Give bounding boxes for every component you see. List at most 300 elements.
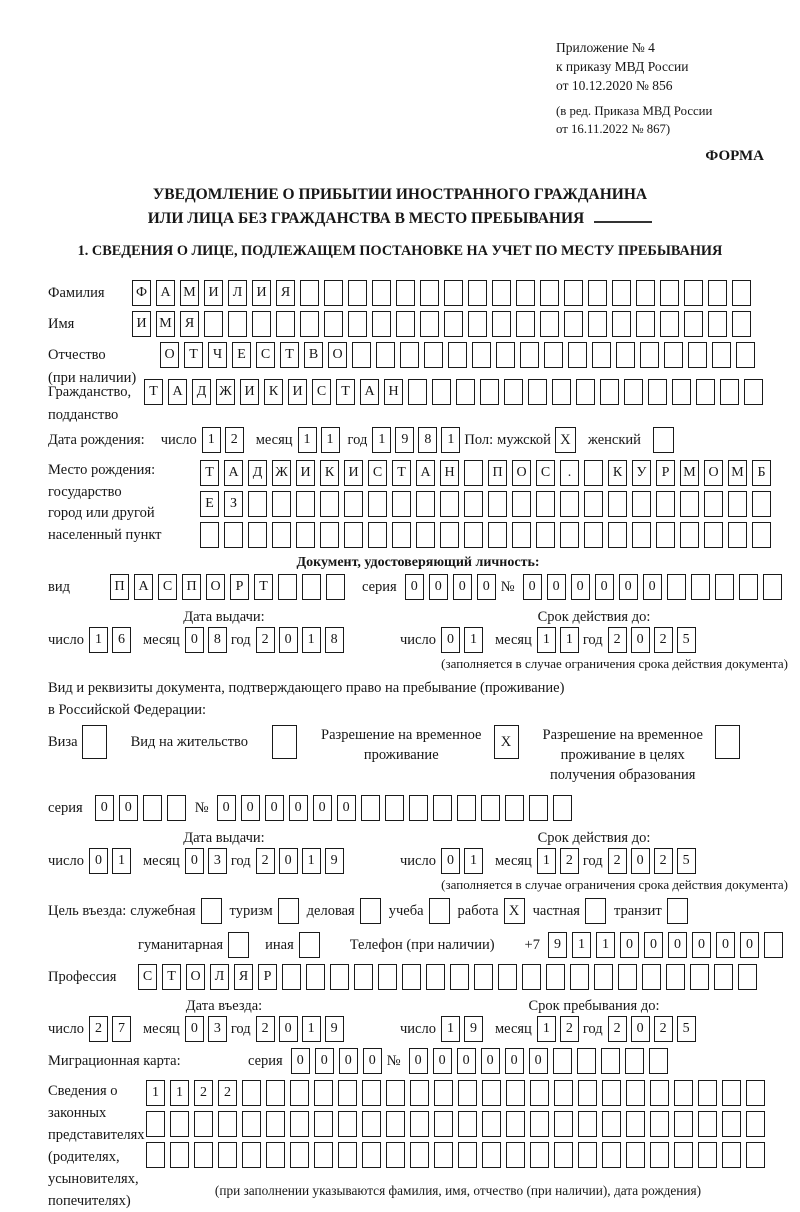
char-box bbox=[560, 491, 579, 517]
char-box bbox=[530, 1111, 549, 1137]
char-box bbox=[624, 379, 643, 405]
char-box: С bbox=[368, 460, 387, 486]
char-box: 0 bbox=[409, 1048, 428, 1074]
char-box bbox=[506, 1111, 525, 1137]
char-box bbox=[722, 1080, 741, 1106]
char-box: И bbox=[132, 311, 151, 337]
char-box: 9 bbox=[325, 1016, 344, 1042]
char-box bbox=[688, 342, 707, 368]
char-box bbox=[396, 280, 415, 306]
phone-label: Телефон (при наличии) bbox=[349, 937, 495, 953]
char-box bbox=[482, 1080, 501, 1106]
char-box bbox=[763, 574, 782, 600]
char-box: А bbox=[168, 379, 187, 405]
char-box: 1 bbox=[89, 627, 108, 653]
char-box: 2 bbox=[608, 1016, 627, 1042]
char-box bbox=[362, 1142, 381, 1168]
char-box bbox=[746, 1111, 765, 1137]
char-box: 2 bbox=[654, 1016, 673, 1042]
char-box bbox=[528, 379, 547, 405]
residence-issue-day: число 0 1 bbox=[48, 848, 135, 874]
char-box: 1 bbox=[537, 848, 556, 874]
char-box: 0 bbox=[481, 1048, 500, 1074]
char-box bbox=[690, 964, 709, 990]
char-box: З bbox=[224, 491, 243, 517]
temp-residence-checkbox: X bbox=[494, 725, 519, 759]
char-box bbox=[660, 311, 679, 337]
char-box: 0 bbox=[433, 1048, 452, 1074]
char-box: Т bbox=[200, 460, 219, 486]
char-box bbox=[314, 1142, 333, 1168]
form-label: ФОРМА bbox=[705, 148, 764, 164]
char-box: Я bbox=[180, 311, 199, 337]
char-box: А bbox=[360, 379, 379, 405]
residence-seriya-label: серия bbox=[48, 800, 83, 816]
char-box: 9 bbox=[548, 932, 567, 958]
char-box: 6 bbox=[112, 627, 131, 653]
char-box bbox=[276, 311, 295, 337]
char-box bbox=[588, 311, 607, 337]
char-box: 2 bbox=[256, 848, 275, 874]
char-box bbox=[464, 522, 483, 548]
char-box: 0 bbox=[241, 795, 260, 821]
char-box bbox=[290, 1080, 309, 1106]
char-box bbox=[698, 1111, 717, 1137]
char-box bbox=[648, 379, 667, 405]
char-box bbox=[416, 491, 435, 517]
char-box bbox=[584, 522, 603, 548]
id-issue-year: год 2 0 1 8 bbox=[231, 627, 348, 653]
char-box bbox=[554, 1142, 573, 1168]
char-box bbox=[146, 1142, 165, 1168]
sex-label: Пол: bbox=[464, 432, 494, 448]
residence-issue-year: год 2 0 1 9 bbox=[231, 848, 348, 874]
firstname-label: Имя bbox=[48, 316, 75, 332]
char-box: Д bbox=[248, 460, 267, 486]
char-box: 0 bbox=[620, 932, 639, 958]
char-box bbox=[506, 1142, 525, 1168]
purpose-private: частная bbox=[533, 898, 606, 924]
char-box bbox=[433, 795, 452, 821]
migration-number-boxes bbox=[409, 1048, 673, 1074]
appendix-line: Приложение № 4 bbox=[556, 40, 655, 55]
char-box bbox=[352, 342, 371, 368]
residence-permit-checkbox bbox=[272, 725, 297, 759]
char-box bbox=[296, 522, 315, 548]
id-doc-number-boxes bbox=[523, 574, 787, 600]
residence-expiry-header: Срок действия до: bbox=[537, 830, 651, 846]
option-temp-residence-edu: Разрешение на временное проживание в целях получения образования bbox=[543, 725, 740, 785]
purpose-business: деловая bbox=[307, 898, 381, 924]
char-box bbox=[553, 1048, 572, 1074]
char-box bbox=[368, 491, 387, 517]
char-box bbox=[504, 379, 523, 405]
char-box: 0 bbox=[571, 574, 590, 600]
char-box bbox=[456, 379, 475, 405]
sex-female-label: женский bbox=[587, 432, 641, 448]
char-box: Е bbox=[200, 491, 219, 517]
char-box: 0 bbox=[716, 932, 735, 958]
char-box: 1 bbox=[112, 848, 131, 874]
char-box bbox=[378, 964, 397, 990]
representatives-boxes bbox=[146, 1080, 770, 1200]
char-box: 2 bbox=[89, 1016, 108, 1042]
char-box: 0 bbox=[289, 795, 308, 821]
char-box: 0 bbox=[405, 574, 424, 600]
char-box bbox=[372, 280, 391, 306]
char-box bbox=[698, 1142, 717, 1168]
char-box bbox=[746, 1080, 765, 1106]
char-box: И bbox=[296, 460, 315, 486]
char-box bbox=[272, 491, 291, 517]
char-box bbox=[242, 1142, 261, 1168]
char-box bbox=[601, 1048, 620, 1074]
char-box bbox=[704, 522, 723, 548]
char-box bbox=[584, 460, 603, 486]
char-box bbox=[218, 1111, 237, 1137]
char-box: Т bbox=[392, 460, 411, 486]
stay-month: месяц 1 2 bbox=[495, 1016, 583, 1042]
char-box bbox=[660, 280, 679, 306]
char-box: 7 bbox=[112, 1016, 131, 1042]
char-box: П bbox=[110, 574, 129, 600]
id-expiry-month: месяц 1 1 bbox=[495, 627, 583, 653]
char-box: 0 bbox=[547, 574, 566, 600]
char-box: 0 bbox=[740, 932, 759, 958]
char-box: 0 bbox=[89, 848, 108, 874]
char-box bbox=[338, 1111, 357, 1137]
char-box bbox=[691, 574, 710, 600]
char-box: 3 bbox=[208, 848, 227, 874]
char-box bbox=[450, 964, 469, 990]
char-box: 0 bbox=[313, 795, 332, 821]
char-box bbox=[224, 522, 243, 548]
char-box: 0 bbox=[315, 1048, 334, 1074]
id-doc-type-label: вид bbox=[48, 579, 70, 595]
residence-number-label: № bbox=[194, 800, 209, 816]
char-box bbox=[602, 1080, 621, 1106]
char-box: 1 bbox=[537, 627, 556, 653]
char-box bbox=[674, 1080, 693, 1106]
char-box: И bbox=[204, 280, 223, 306]
representatives-label: Сведения о законных представителях (родителях, усыновителях, попечителях) bbox=[48, 1083, 145, 1209]
char-box bbox=[330, 964, 349, 990]
char-box bbox=[642, 964, 661, 990]
char-box: 0 bbox=[631, 627, 650, 653]
char-box bbox=[684, 311, 703, 337]
appendix-line: к приказу МВД России bbox=[556, 59, 689, 74]
char-box: Ф bbox=[132, 280, 151, 306]
char-box bbox=[540, 311, 559, 337]
char-box: Т bbox=[162, 964, 181, 990]
char-box bbox=[650, 1111, 669, 1137]
citizenship-row bbox=[48, 379, 788, 425]
char-box: 0 bbox=[119, 795, 138, 821]
char-box: 2 bbox=[560, 848, 579, 874]
char-box: 0 bbox=[477, 574, 496, 600]
id-doc-expiry-header: Срок действия до: bbox=[537, 609, 651, 625]
char-box bbox=[602, 1111, 621, 1137]
migration-seriya-boxes bbox=[291, 1048, 387, 1074]
char-box: 0 bbox=[643, 574, 662, 600]
entry-day: число 2 7 bbox=[48, 1016, 135, 1042]
char-box bbox=[488, 522, 507, 548]
char-box bbox=[650, 1080, 669, 1106]
char-box bbox=[194, 1142, 213, 1168]
char-box bbox=[362, 1111, 381, 1137]
residence-expiry-month: месяц 1 2 bbox=[495, 848, 583, 874]
char-box bbox=[738, 964, 757, 990]
residence-seriya-boxes bbox=[95, 795, 191, 821]
char-box: 3 bbox=[208, 1016, 227, 1042]
char-box: И bbox=[252, 280, 271, 306]
revision-line: от 16.11.2022 № 867) bbox=[556, 122, 671, 136]
char-box bbox=[266, 1080, 285, 1106]
char-box bbox=[344, 491, 363, 517]
char-box: 2 bbox=[256, 627, 275, 653]
char-box: М bbox=[728, 460, 747, 486]
char-box: 0 bbox=[619, 574, 638, 600]
char-box: 0 bbox=[339, 1048, 358, 1074]
representatives-line3 bbox=[146, 1142, 770, 1168]
id-doc-seriya-label: серия bbox=[362, 579, 397, 595]
residence-issue-month: месяц 0 3 bbox=[143, 848, 231, 874]
char-box: 2 bbox=[654, 848, 673, 874]
char-box: 0 bbox=[595, 574, 614, 600]
birthdate-label: Дата рождения: bbox=[48, 432, 145, 448]
patronymic-boxes bbox=[160, 342, 760, 368]
char-box: С bbox=[536, 460, 555, 486]
char-box bbox=[608, 522, 627, 548]
char-box bbox=[736, 342, 755, 368]
char-box: А bbox=[416, 460, 435, 486]
char-box: 2 bbox=[560, 1016, 579, 1042]
char-box bbox=[242, 1111, 261, 1137]
char-box bbox=[434, 1111, 453, 1137]
char-box bbox=[544, 342, 563, 368]
id-expiry-year: год 2 0 2 5 bbox=[583, 627, 700, 653]
char-box bbox=[554, 1111, 573, 1137]
char-box bbox=[512, 491, 531, 517]
char-box bbox=[410, 1142, 429, 1168]
residence-doc-line1: Вид и реквизиты документа, подтверждающего право на пребывание (проживание) bbox=[48, 680, 565, 696]
char-box: А bbox=[156, 280, 175, 306]
char-box bbox=[698, 1080, 717, 1106]
char-box: 0 bbox=[279, 627, 298, 653]
char-box: Л bbox=[228, 280, 247, 306]
char-box bbox=[444, 311, 463, 337]
char-box: Я bbox=[234, 964, 253, 990]
char-box: 1 bbox=[372, 427, 391, 453]
char-box bbox=[474, 964, 493, 990]
char-box: О bbox=[704, 460, 723, 486]
char-box: 0 bbox=[95, 795, 114, 821]
revision-line: (в ред. Приказа МВД России bbox=[556, 104, 713, 118]
char-box bbox=[338, 1080, 357, 1106]
id-issue-month: месяц 0 8 bbox=[143, 627, 231, 653]
char-box bbox=[408, 379, 427, 405]
appendix-line: от 10.12.2020 № 856 bbox=[556, 78, 673, 93]
char-box: Ж bbox=[272, 460, 291, 486]
id-issue-day: число 1 6 bbox=[48, 627, 135, 653]
char-box bbox=[266, 1142, 285, 1168]
char-box: 2 bbox=[608, 627, 627, 653]
char-box bbox=[577, 1048, 596, 1074]
char-box bbox=[302, 574, 321, 600]
representatives-note: (при заполнении указываются фамилия, имя, отчество (при наличии), дата рождения) bbox=[214, 1183, 702, 1198]
char-box bbox=[496, 342, 515, 368]
char-box: 1 bbox=[302, 848, 321, 874]
char-box: 0 bbox=[692, 932, 711, 958]
char-box bbox=[602, 1142, 621, 1168]
char-box: 0 bbox=[337, 795, 356, 821]
char-box bbox=[300, 280, 319, 306]
id-doc-type-boxes bbox=[110, 574, 350, 600]
char-box: 0 bbox=[185, 627, 204, 653]
char-box bbox=[626, 1111, 645, 1137]
char-box bbox=[636, 311, 655, 337]
char-box bbox=[392, 491, 411, 517]
id-doc-number-label: № bbox=[500, 579, 515, 595]
char-box bbox=[553, 795, 572, 821]
migration-seriya-label: серия bbox=[248, 1053, 283, 1069]
char-box bbox=[664, 342, 683, 368]
char-box: С bbox=[138, 964, 157, 990]
char-box: 0 bbox=[279, 848, 298, 874]
char-box: М bbox=[180, 280, 199, 306]
char-box bbox=[266, 1111, 285, 1137]
char-box bbox=[732, 280, 751, 306]
char-box bbox=[434, 1142, 453, 1168]
char-box: К bbox=[264, 379, 283, 405]
char-box: 0 bbox=[217, 795, 236, 821]
char-box: 2 bbox=[256, 1016, 275, 1042]
char-box: К bbox=[608, 460, 627, 486]
char-box bbox=[386, 1142, 405, 1168]
char-box bbox=[348, 280, 367, 306]
char-box: С bbox=[256, 342, 275, 368]
char-box: Т bbox=[254, 574, 273, 600]
representatives-line1 bbox=[146, 1080, 770, 1106]
char-box: 2 bbox=[225, 427, 244, 453]
char-box: 0 bbox=[505, 1048, 524, 1074]
char-box bbox=[324, 311, 343, 337]
char-box bbox=[410, 1080, 429, 1106]
char-box bbox=[505, 795, 524, 821]
char-box: С bbox=[158, 574, 177, 600]
char-box bbox=[764, 932, 783, 958]
representatives-row bbox=[48, 1080, 788, 1212]
char-box: 0 bbox=[363, 1048, 382, 1074]
char-box: 1 bbox=[560, 627, 579, 653]
char-box bbox=[520, 342, 539, 368]
char-box bbox=[376, 342, 395, 368]
char-box bbox=[409, 795, 428, 821]
char-box bbox=[272, 522, 291, 548]
surname-boxes bbox=[132, 280, 756, 306]
char-box bbox=[612, 280, 631, 306]
birthplace-line3 bbox=[200, 522, 776, 548]
char-box bbox=[392, 522, 411, 548]
char-box: 2 bbox=[218, 1080, 237, 1106]
char-box bbox=[416, 522, 435, 548]
char-box bbox=[728, 491, 747, 517]
char-box: 5 bbox=[677, 1016, 696, 1042]
char-box: О bbox=[512, 460, 531, 486]
stay-until-header: Срок пребывания до: bbox=[528, 998, 660, 1014]
char-box bbox=[618, 964, 637, 990]
char-box: 1 bbox=[537, 1016, 556, 1042]
char-box: Н bbox=[440, 460, 459, 486]
char-box bbox=[536, 491, 555, 517]
char-box bbox=[632, 522, 651, 548]
char-box: 1 bbox=[572, 932, 591, 958]
char-box: С bbox=[312, 379, 331, 405]
appendix-block bbox=[556, 38, 712, 138]
char-box: Н bbox=[384, 379, 403, 405]
birthplace-boxes bbox=[200, 460, 776, 553]
char-box: Д bbox=[192, 379, 211, 405]
char-box bbox=[578, 1142, 597, 1168]
char-box bbox=[552, 379, 571, 405]
char-box bbox=[252, 311, 271, 337]
char-box: У bbox=[632, 460, 651, 486]
char-box: Р bbox=[656, 460, 675, 486]
char-box bbox=[578, 1111, 597, 1137]
char-box bbox=[300, 311, 319, 337]
char-box: 0 bbox=[529, 1048, 548, 1074]
stay-day: число 1 9 bbox=[400, 1016, 487, 1042]
char-box bbox=[530, 1142, 549, 1168]
char-box bbox=[636, 280, 655, 306]
char-box bbox=[564, 311, 583, 337]
char-box: 1 bbox=[170, 1080, 189, 1106]
char-box: 1 bbox=[441, 427, 460, 453]
profession-boxes bbox=[138, 964, 762, 990]
firstname-boxes bbox=[132, 311, 756, 337]
char-box bbox=[218, 1142, 237, 1168]
stay-year: год 2 0 2 5 bbox=[583, 1016, 700, 1042]
char-box bbox=[440, 522, 459, 548]
char-box: 9 bbox=[325, 848, 344, 874]
char-box: М bbox=[156, 311, 175, 337]
option-visa: Виза bbox=[48, 725, 107, 759]
char-box bbox=[372, 311, 391, 337]
char-box bbox=[674, 1142, 693, 1168]
char-box: А bbox=[134, 574, 153, 600]
char-box bbox=[354, 964, 373, 990]
char-box bbox=[492, 311, 511, 337]
char-box bbox=[529, 795, 548, 821]
char-box bbox=[402, 964, 421, 990]
char-box: 0 bbox=[668, 932, 687, 958]
char-box bbox=[540, 280, 559, 306]
char-box bbox=[568, 342, 587, 368]
char-box bbox=[242, 1080, 261, 1106]
char-box: Ж bbox=[216, 379, 235, 405]
char-box: 1 bbox=[146, 1080, 165, 1106]
char-box: 0 bbox=[631, 848, 650, 874]
char-box bbox=[248, 491, 267, 517]
char-box bbox=[722, 1142, 741, 1168]
purpose-row-2 bbox=[48, 932, 788, 958]
char-box bbox=[320, 491, 339, 517]
char-box bbox=[457, 795, 476, 821]
entry-month: месяц 0 3 bbox=[143, 1016, 231, 1042]
sex-female-checkbox bbox=[653, 427, 674, 453]
char-box bbox=[584, 491, 603, 517]
surname-label: Фамилия bbox=[48, 285, 105, 301]
